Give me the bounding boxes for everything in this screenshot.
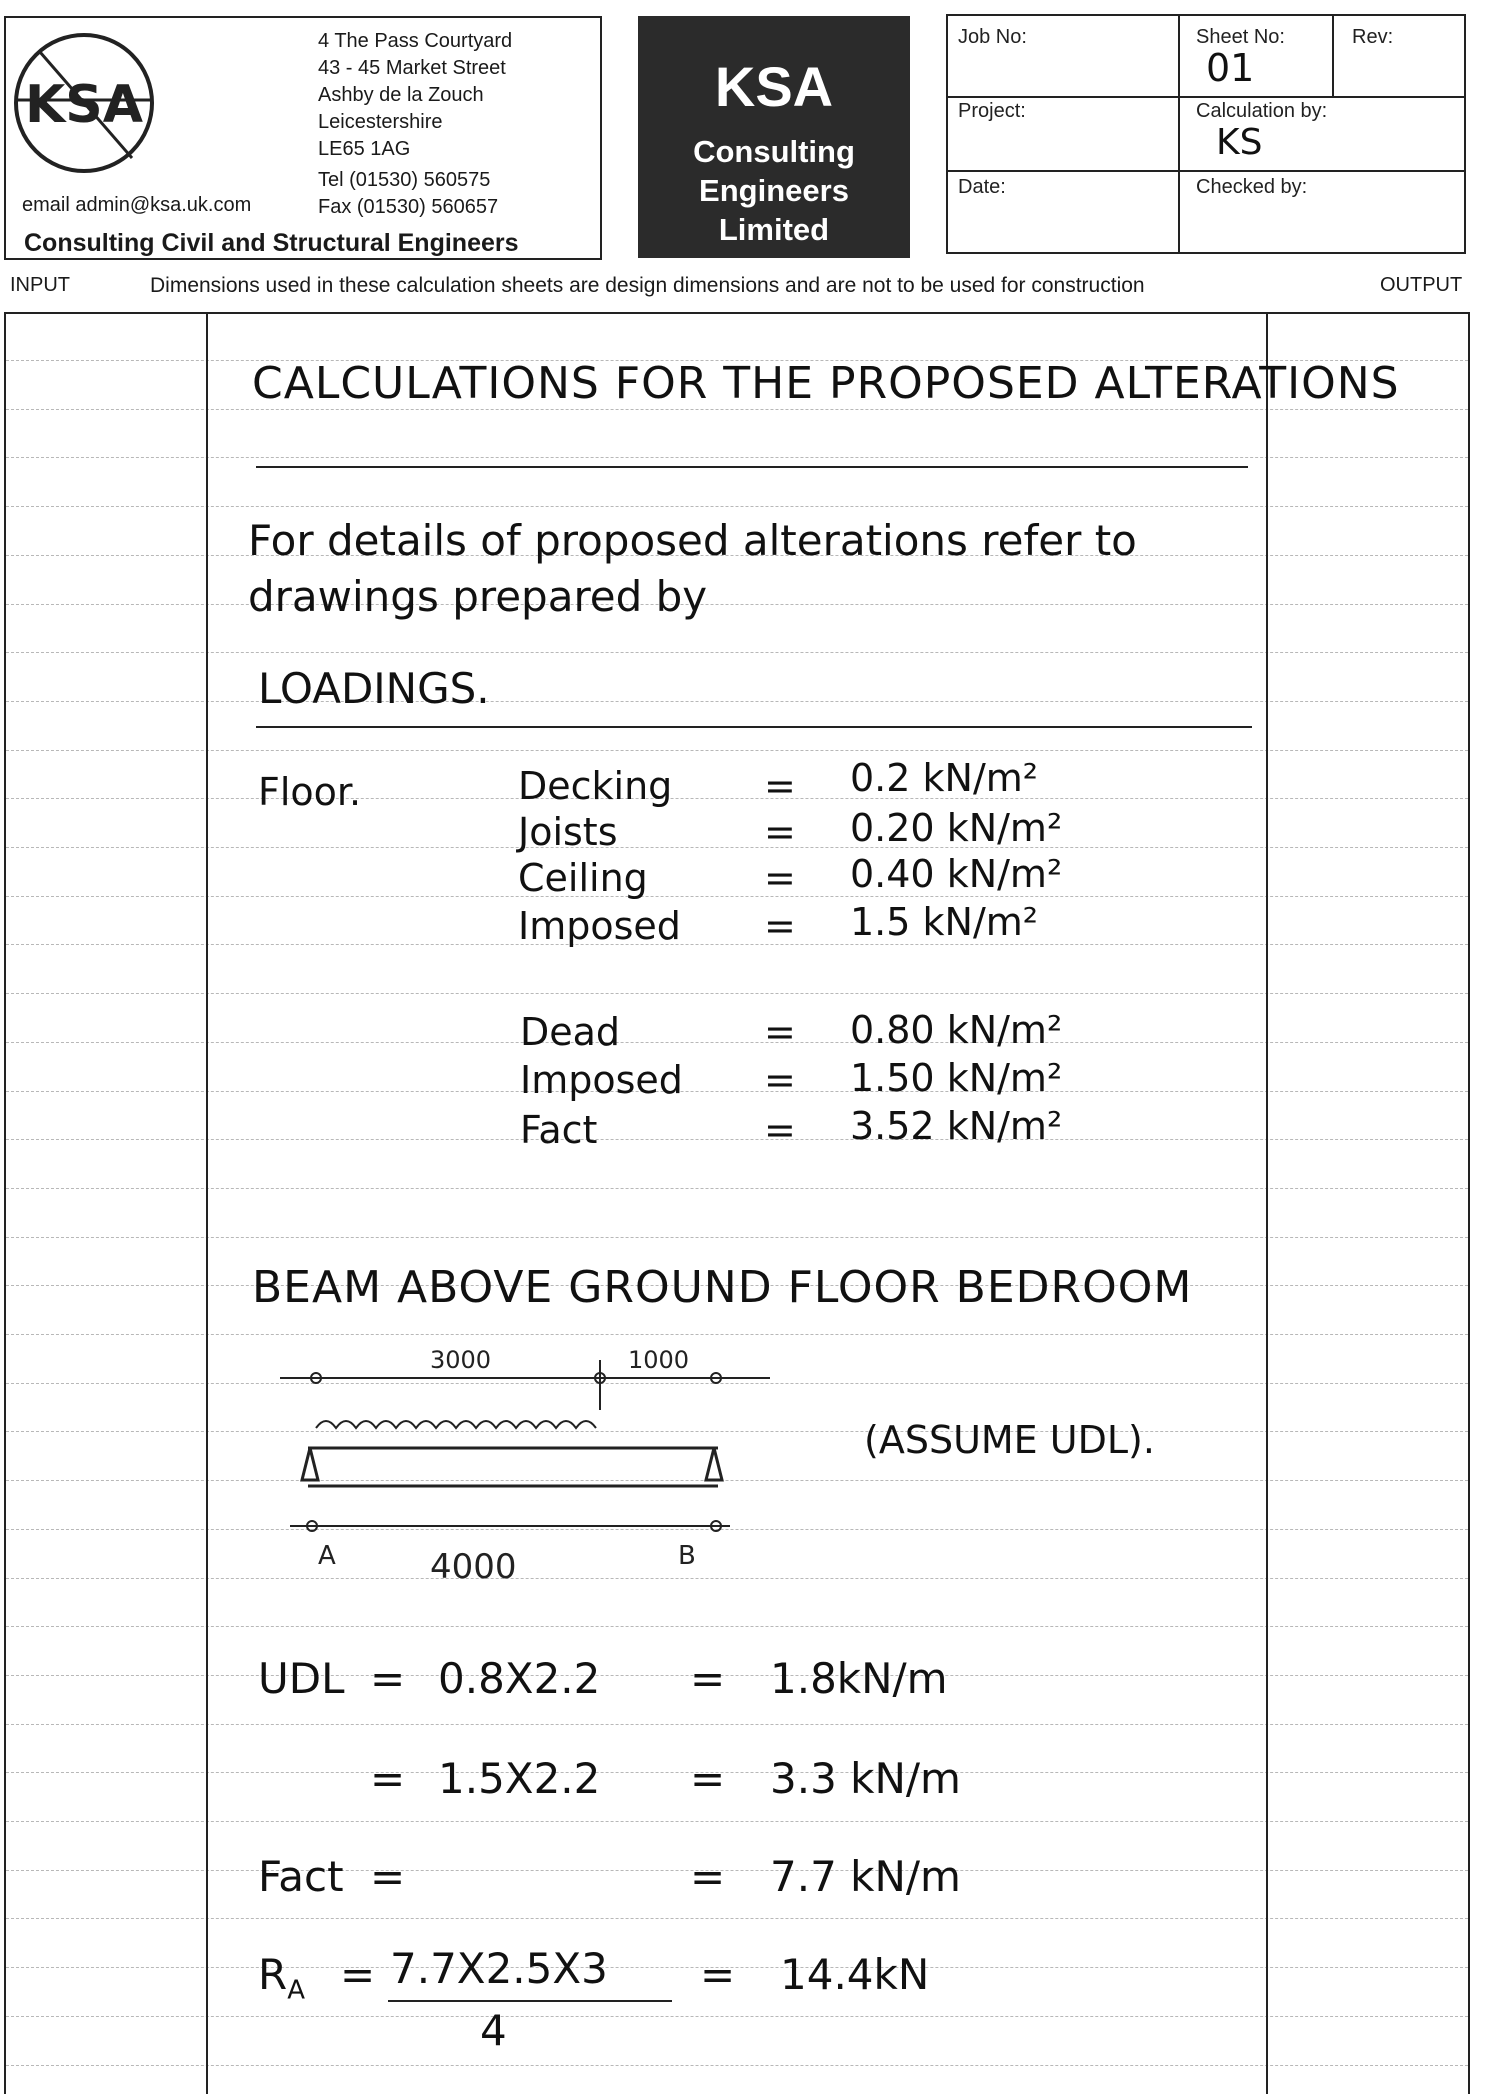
equals-sign: = [690,1754,726,1803]
equals-sign: = [764,1108,796,1152]
calculation-sheet [4,312,1470,2094]
total-value: 1.50 kN/m² [850,1056,1063,1100]
equals-sign: = [700,1950,736,1999]
date-label: Date: [958,176,1006,198]
ruled-line [6,993,1468,994]
equals-sign: = [764,856,796,900]
loadings-heading: LOADINGS. [258,664,490,713]
address-line: LE65 1AG [318,138,411,160]
ruled-line [6,1188,1468,1189]
ruled-line [6,652,1468,653]
output-column-divider [1266,314,1268,2094]
calc-by-value: KS [1216,122,1263,163]
rev-label: Rev: [1352,26,1394,48]
total-name: Fact [520,1108,598,1152]
job-info-table [946,14,1466,254]
total-value: 3.52 kN/m² [850,1104,1063,1148]
ruled-line [6,847,1468,848]
udl-result: 1.8kN/m [770,1654,948,1703]
table-divider [1178,16,1180,252]
ruled-line [6,506,1468,507]
support-a-icon [302,1448,318,1480]
udl-result: 3.3 kN/m [770,1754,961,1803]
equals-sign: = [370,1754,406,1803]
ruled-line [6,1821,1468,1822]
equals-sign: = [690,1852,726,1901]
ruled-line [6,1918,1468,1919]
job-no-label: Job No: [958,26,1027,48]
sheet-no-label: Sheet No: [1196,26,1285,48]
brand-block [638,16,910,258]
udl-label: Fact [258,1852,344,1901]
ruled-line [6,798,1468,799]
load-name: Ceiling [518,856,648,900]
output-column-label: OUTPUT [1380,274,1463,296]
ruled-line [6,750,1468,751]
address-line: Leicestershire [318,111,443,133]
load-value: 0.2 kN/m² [850,756,1038,800]
beam-diagram [260,1330,780,1600]
total-value: 0.80 kN/m² [850,1008,1063,1052]
load-name: Imposed [518,904,681,948]
disclaimer-text: Dimensions used in these calculation sheets are design dimensions and are not to be used for construction [150,274,1145,297]
udl-load-symbol [316,1421,596,1428]
equals-sign: = [764,810,796,854]
reaction-symbol: R [258,1950,288,1999]
ruled-line [6,944,1468,945]
ruled-line [6,1237,1468,1238]
address-line: 4 The Pass Courtyard [318,30,513,52]
table-divider [948,96,1464,98]
load-value: 0.20 kN/m² [850,806,1063,850]
dim-total-label: 4000 [430,1547,517,1587]
reaction-result: 14.4kN [780,1950,930,1999]
ruled-line [6,896,1468,897]
total-name: Imposed [520,1058,683,1102]
udl-label: UDL [258,1654,345,1703]
ruled-line [6,2065,1468,2066]
beam-heading: BEAM ABOVE GROUND FLOOR BEDROOM [252,1262,1193,1313]
equals-sign: = [764,1010,796,1054]
support-a-label: A [318,1541,336,1571]
table-divider [1332,16,1334,96]
equals-sign: = [370,1654,406,1703]
refer-text-line2: drawings prepared by [248,572,708,621]
load-value: 0.40 kN/m² [850,852,1063,896]
ruled-line [6,1772,1468,1773]
ksa-logo [10,30,158,176]
support-b-label: B [678,1541,696,1571]
phone-line: Tel (01530) 560575 [318,169,491,191]
ruled-line [6,1724,1468,1725]
loadings-underline [256,726,1252,728]
ruled-line [6,701,1468,702]
udl-expression: 0.8X2.2 [438,1654,601,1703]
equals-sign: = [764,1058,796,1102]
brand-name: KSA [714,55,834,118]
input-column-divider [206,314,208,2094]
ruled-line [6,457,1468,458]
input-column-label: INPUT [10,274,70,296]
equals-sign: = [764,764,796,808]
ruled-line [6,1675,1468,1676]
table-divider [948,170,1464,172]
load-name: Joists [518,810,618,854]
load-name: Decking [518,764,673,808]
ruled-line [6,409,1468,410]
load-value: 1.5 kN/m² [850,900,1038,944]
refer-text-line1: For details of proposed alterations refer to [248,516,1137,565]
udl-expression: 1.5X2.2 [438,1754,601,1803]
total-name: Dead [520,1010,621,1054]
equals-sign: = [764,904,796,948]
equals-sign: = [340,1950,376,1999]
support-b-icon [706,1448,722,1480]
address-line: Ashby de la Zouch [318,84,484,106]
ruled-line [6,604,1468,605]
udl-assumption-note: (ASSUME UDL). [864,1418,1155,1462]
reaction-subscript: A [287,1975,305,2006]
fraction-bar [388,2000,672,2002]
reaction-numerator: 7.7X2.5X3 [390,1944,608,1993]
ruled-line [6,1870,1468,1871]
calc-by-label: Calculation by: [1196,100,1328,122]
checked-by-label: Checked by: [1196,176,1308,198]
brand-line: Limited [718,212,830,247]
udl-result: 7.7 kN/m [770,1852,961,1901]
equals-sign: = [690,1654,726,1703]
brand-line: Consulting [693,134,855,169]
project-label: Project: [958,100,1026,122]
ruled-line [6,1042,1468,1043]
equals-sign: = [370,1852,406,1901]
dim-left-label: 3000 [430,1346,492,1374]
sheet-no-value: 01 [1206,46,1255,90]
ruled-line [6,1139,1468,1140]
company-tagline: Consulting Civil and Structural Engineers [24,229,519,257]
reaction-label [258,1950,305,2005]
logo-text: KSA [25,75,143,135]
floor-label: Floor. [258,770,362,814]
address-line: 43 - 45 Market Street [318,57,506,79]
email-address: email admin@ksa.uk.com [22,194,252,216]
calc-title: CALCULATIONS FOR THE PROPOSED ALTERATIONS [252,358,1400,409]
dim-right-label: 1000 [628,1346,690,1374]
title-underline [256,466,1248,468]
ruled-line [6,2016,1468,2017]
fax-line: Fax (01530) 560657 [318,196,499,218]
ruled-line [6,1626,1468,1627]
ruled-line [6,1091,1468,1092]
ruled-line [6,1967,1468,1968]
brand-line: Engineers [699,173,849,208]
reaction-denominator: 4 [480,2006,507,2055]
